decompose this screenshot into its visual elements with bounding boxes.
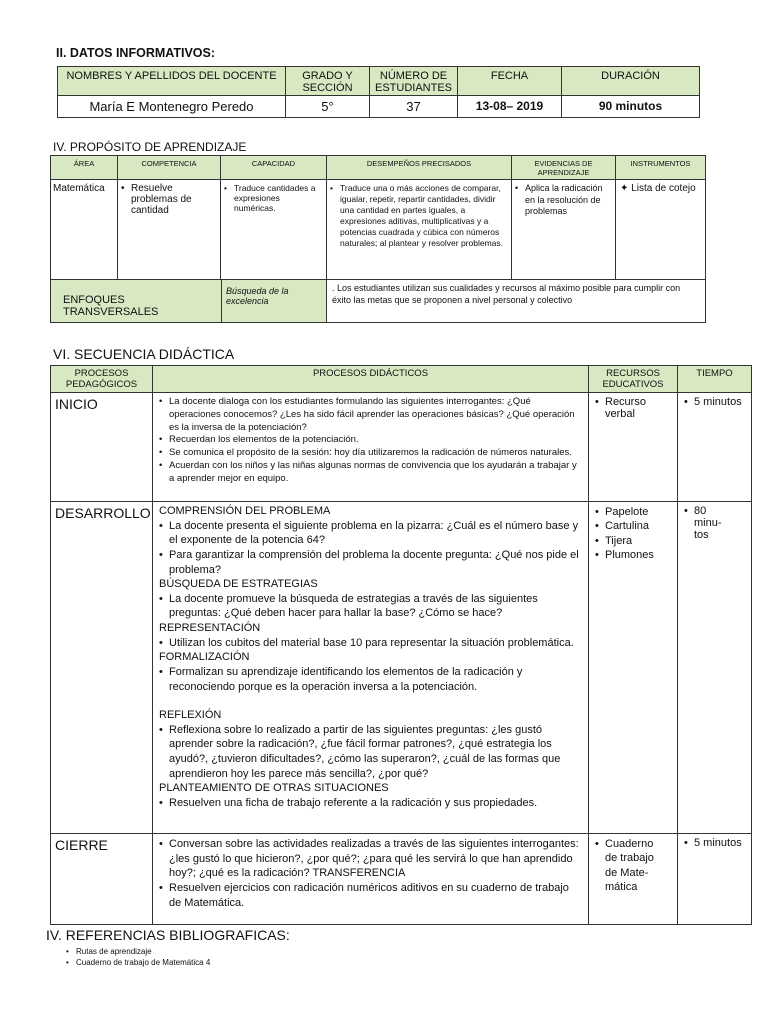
header-evidencias: EVIDENCIAS DE APRENDIZAJE [512, 156, 616, 180]
competencia-value: • Resuelve problemas de cantidad [121, 183, 217, 216]
header-instrumentos: INSTRUMENTOS [616, 156, 706, 180]
header-pedagogicos: PROCESOS PEDAGÓGICOS [51, 366, 153, 393]
ref-item: • Rutas de aprendizaje [66, 946, 210, 957]
reflexion-heading: REFLEXIÓN [159, 709, 222, 722]
desarrollo-item: • Para garantizar la comprensión del problema la docente pregunta: ¿Qué nos pide el problema? [159, 548, 582, 577]
inicio-item: • Acuerdan con los niños y las niñas algunas normas de convivencia que los ayudarán a trabajar y a aprender mejor en equipo. [159, 460, 582, 486]
header-desempenos: DESEMPEÑOS PRECISADOS [327, 156, 512, 180]
desarrollo-recurso: • Papelote [595, 505, 671, 519]
enfoque-descripcion: . Los estudiantes utilizan sus cualidades y recursos al máximo posible para cumplir con éxito las metas que se proponen a nivel personal y colectivo [327, 280, 706, 323]
duracion-value: 90 minutos [562, 96, 700, 118]
header-duracion: DURACIÓN [562, 67, 700, 96]
desarrollo-recurso: • Cartulina [595, 519, 671, 533]
desarrollo-tiempo: • 80 minu-tos [684, 505, 730, 541]
formalizacion-heading: FORMALIZACIÓN [159, 651, 250, 664]
header-nombres: NOMBRES Y APELLIDOS DEL DOCENTE [58, 67, 286, 96]
cierre-recurso: • Cuaderno de trabajo de Mate-mática [595, 837, 667, 894]
datos-informativos-table [57, 66, 700, 118]
desarrollo-recurso: • Tijera [595, 534, 671, 548]
desarrollo-item: • Utilizan los cubitos del material base 10 para representar la situación problemática. [159, 636, 582, 651]
section4-heading: IV. PROPÓSITO DE APRENDIZAJE [53, 140, 247, 154]
desarrollo-item: • Resuelven una ficha de trabajo referente a la radicación y sus propiedades. [159, 796, 582, 811]
refs-list [66, 946, 210, 968]
desarrollo-item: • La docente presenta el siguiente problema en la pizarra: ¿Cuál es el número base y el exponente de la potencia 64? [159, 519, 582, 548]
cierre-tiempo: • 5 minutos [684, 837, 745, 849]
capacidad-value: • Traduce cantidades a expresiones numéricas. [224, 183, 323, 213]
inicio-item: • La docente dialoga con los estudiantes formulando las siguientes interrogantes: ¿Qué operaciones conocemos? ¿Les ha sido fácil aprender las operaciones básicas? ¿Qué operación es la inversa de la potenciación? [159, 396, 582, 434]
plus-icon: ✦ [620, 183, 629, 194]
inicio-label: INICIO [51, 393, 153, 502]
cierre-item: • Conversan sobre las actividades realizadas a través de las siguientes interrogantes: ¿les gustó lo que hicieron?, ¿por qué?; ¿para qué les servirá lo que han aprendido hoy?; ¿qué es la radicación? TRANSFERENCIA [159, 837, 582, 881]
ref-item: • Cuaderno de trabajo de Matemática 4 [66, 957, 210, 968]
area-value: Matemática [51, 180, 118, 280]
desarrollo-item: • Reflexiona sobre lo realizado a partir de las siguientes preguntas: ¿les gustó aprender sobre la radicación?, ¿fue fácil formar patrones?, ¿qué estrategia los ayudó?, ¿tuvieron dificultades?, ¿cómo las superaron?, ¿cuál de las formas que aprendieron hoy les parece más sencilla?, ¿por qué? [159, 723, 582, 782]
fecha-value: 13-08– 2019 [458, 96, 562, 118]
instrumentos-value: Lista de cotejo [631, 183, 696, 194]
cierre-label: CIERRE [51, 834, 153, 925]
docente-name: María E Montenegro Peredo [58, 96, 286, 118]
refs-heading: IV. REFERENCIAS BIBLIOGRAFICAS: [46, 927, 290, 943]
estudiantes-value: 37 [370, 96, 458, 118]
enfoque-valor: Búsqueda de la excelencia [226, 286, 289, 306]
inicio-item: • Se comunica el propósito de la sesión: hoy día utilizaremos la radicación de números naturales. [159, 447, 582, 460]
header-tiempo: TIEMPO [678, 366, 752, 393]
grado-value: 5° [286, 96, 370, 118]
section2-heading: II. DATOS INFORMATIVOS: [56, 46, 216, 60]
header-grado: GRADO Y SECCIÓN [286, 67, 370, 96]
cierre-item: • Resuelven ejercicios con radicación numéricos aditivos en su cuaderno de trabajo de Matemática. [159, 881, 582, 910]
header-recursos: RECURSOS EDUCATIVOS [589, 366, 678, 393]
header-capacidad: CAPACIDAD [221, 156, 327, 180]
header-fecha: FECHA [458, 67, 562, 96]
header-didacticos: PROCESOS DIDÁCTICOS [153, 366, 589, 393]
desarrollo-label: DESARROLLO [51, 502, 153, 834]
inicio-tiempo: • 5 minutos [684, 396, 745, 408]
inicio-item: • Recuerdan los elementos de la potenciación. [159, 434, 582, 447]
header-area: ÁREA [51, 156, 118, 180]
comprension-heading: COMPRENSIÓN DEL PROBLEMA [159, 505, 331, 517]
desempenos-value: • Traduce una o más acciones de comparar, igualar, repetir, repartir cantidades, dividir una cantidad en partes iguales, a expresiones aditivas, multiplicativas y a potencias cuadrada y cúbica con números naturales; al plantear y resolver problemas. [330, 183, 508, 249]
desarrollo-item: • La docente promueve la búsqueda de estrategias a través de las siguientes preguntas: ¿Qué deben hacer para hallar la base? ¿Cómo se hace? [159, 592, 582, 621]
section6-heading: VI. SECUENCIA DIDÁCTICA [53, 346, 235, 362]
desarrollo-item: • Formalizan su aprendizaje identificando los elementos de la radicación y reconociendo porque es la operación inversa a la potenciación. [159, 665, 582, 694]
planteamiento-heading: PLANTEAMIENTO DE OTRAS SITUACIONES [159, 782, 389, 795]
evidencias-value: • Aplica la radicación en la resolución de problemas [515, 183, 612, 218]
header-numero: NÚMERO DE ESTUDIANTES [370, 67, 458, 96]
estrategias-heading: BÚSQUEDA DE ESTRATEGIAS [159, 578, 318, 591]
representacion-heading: REPRESENTACIÓN [159, 622, 261, 634]
proposito-table [50, 155, 706, 323]
secuencia-table [50, 365, 752, 925]
header-competencia: COMPETENCIA [118, 156, 221, 180]
inicio-recurso: • Recurso verbal [595, 396, 671, 420]
enfoques-label: ENFOQUES TRANSVERSALES [51, 280, 222, 322]
desarrollo-recurso: • Plumones [595, 548, 671, 562]
